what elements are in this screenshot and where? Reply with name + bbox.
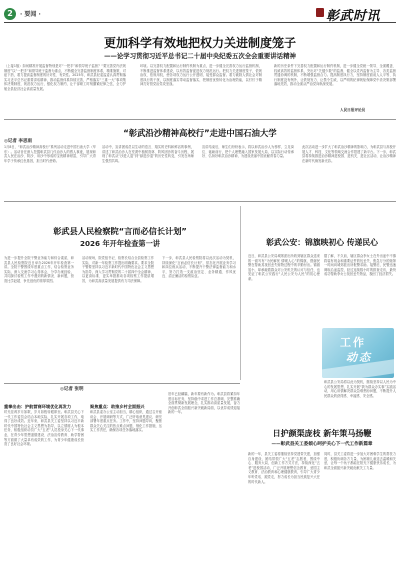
article6-title: 日护颜渠庞枝 新年策马扬鞭 — [272, 429, 372, 438]
article4-title: 彰武公安：锦旗映初心 传递民心 — [266, 238, 378, 247]
article5-section-head-1: 重拳出击：护航营商环境优化再发力 — [4, 404, 72, 409]
badge-line-2: 动态 — [346, 351, 372, 364]
article6-subtitle: ——彰武县关工委倾心呵护关心下一代工作新篇章 — [271, 442, 373, 447]
article2-byline: ◎记者 李思雨 — [4, 139, 32, 144]
article5-byline: ◎记者 张明 — [60, 387, 84, 392]
article2-col-3: 宣讲结束后，师生们纷纷表示，将以彰武治沙人为榜样，立足岗位、砥砺前行，把个人理想融入国家发展大局，以实际行动传承好、弘扬好彰武治沙精神，为建设美丽中国贡献青春力量。 — [202, 145, 294, 159]
article3-col-1: 为进一步提升全院干警业务能力和综合素质，彰武县人民检察院近日举办2026年开年检查第一讲。全院干警围绕年度重点工作，结合检察业务实际，深入交流学习心得体会，分享办案经验，共同探讨检察工作中遇到的新情况、新问题，营造比学赶超、争先创优的浓厚氛围。 — [4, 256, 74, 283]
page-number-badge: 2 — [4, 8, 16, 20]
article3-col-2: 活动现场，院党组书记、检察长结合全县检察工作实际，对新一年检察工作提出明确要求。要求全院干警要坚持以习近平新时代中国特色社会主义思想为指导，深入学习贯彻党的二十届四中全会精神，以更高标准、更实举措推动各项检察工作提质增效，为彰武高质量发展提供有力司法保障。 — [82, 256, 154, 283]
article2-col-1: 1月8日，“彰武治沙精神高校行”系列活动走进中国石油大学（华东）。活动旨在深入挖掘彰武县几代治沙人的感人事迹，展现彰武人民在治沙、防沙、用沙中形成的宝贵精神财富，引导广大青年学子传承红色基因，担当时代使命。 — [4, 145, 96, 163]
article5-col-2: 彰武县委办公室主动担当，精心组织，通过召开座谈会、开展调研等方式，广泛听取意见建议，研究部署年度重点任务。工作中，坚持问题导向，聚焦群众关心关注的热点难点问题，细化工作措施，压实工作责任，确保各项任务落地落实。 — [90, 410, 162, 433]
section-label: · 要闻 · — [20, 11, 41, 18]
mid-rule — [4, 383, 240, 384]
badge-line-1: 工作 — [340, 336, 366, 349]
lead-col-2: 环境。以完善权力配置和运行制约机制为重点，进一步健全完善权力运行监督机制，不断推进监督体系建设，以有效监督促进权力规范运行。把权力关进制度笼子，依规治权、依规用权，使各项权力运行公开透明，接受群众监督。着力破除人情社会对制度执行的干扰，以制度落实带动监督落实，把制度优势转化为治理效能，以钉钉子精神打好管党治党攻坚战。 — [140, 64, 262, 87]
article3-title-line-1: 彰武县人民检察院“言而必信长计划” — [53, 226, 187, 236]
article5-col-1: 时光荏苒岁月如歌，岁月如梭转眼即至。彰武县关心下一代工作委员会结合本地实际，扎实开展各项工作，取得了良好成效。近年来，彰武县关工委坚持以习近平新时代中国特色社会主义思想为指导，以立德树人为根本任务，积极组织动员广大“五老”人员投身关心下一代事业，在青少年思想道德建设、法治宣传教育、助学帮困等方面做了大量卓有成效的工作，为青少年健康成长营造了良好社会环境。 — [4, 410, 84, 447]
article6-col-1: 新的一年，县关工委将继续坚持党建带关建，加强自身建设，团结带领广大“五老”志愿者，围绕中心、服务大局，创新工作方式方法，持续深化“五老”进校园活动，广泛开展理想信念教育、爱国主义教育、法治教育和心理健康教育，引导广大青少年听党话、跟党走，努力成长为担当民族复兴大任的时代新人。 — [248, 452, 320, 484]
article5-col-3: 旧年已经翻篇，新年要有新作为。彰武县将紧扣年度目标任务，坚持稳中求进工作总基调，完整准确全面贯彻新发展理念，扎实推动高质量发展，奋力开创彰武全面振兴新突破新局面，以优异成绩迎接新的一年。 — [168, 392, 240, 415]
article2-title: “彰武沿沙精神高校行”走进中国石油大学 — [123, 128, 277, 138]
article6-col-2: 同时，县关工委将进一步加大对困难学生的帮扶力度，积极协调各方力量，为困境儿童送去温暖和关爱，让每一个孩子都能在阳光下健康快乐成长，为彰武全面振兴新突破贡献关工力量。 — [324, 452, 396, 470]
lead-subtitle: ——论学习贯彻习近平总书记二十届中央纪委五次全会重要讲话精神 — [104, 52, 296, 60]
lead-title: 更加科学有效地把权力关进制度笼子 — [103, 36, 296, 50]
article2-col-2: 活动中，宣讲团成员以生动的语言、翔实的史料和鲜活的事例，讲述了彰武治沙人在荒漠中植树造林、防风固沙的奋斗历程，展现了彰武从“沙进人退”到“绿进沙退”的历史性转变，引发在场师生强烈共鸣。 — [102, 145, 194, 163]
lead-col-1: （上接1版）如何精准开展监督特别是对“一把手”和领导班子监督？“要完善党内法规制度”以“一把手”和领导班子监督为重点，不断健全完善监督制度体系，精准施策，对症下药，着力提高监督制度的针对性、有效性。2025年，彰武县纪委监委认真贯彻落实习近平总书记重要讲话精神，推动监督体系持续完善，严格落实“三重一大”事项集体决策制度，规范权力运行，强化权力制约，让干部职工时刻绷紧纪律之弦，全力护航全县经济社会高质量发展。 — [4, 64, 126, 91]
article3-col-3: 下一步，彰武县人民检察院将以此次活动为契机，持续深化“言而必信长计划”，常态化开展业务学习和岗位练兵活动，不断提升干警法律监督能力和水平，努力打造一支政治坚定、业务精通、作风优良、清正廉洁的检察队伍。 — [162, 256, 236, 279]
article2-bottom-rule — [4, 201, 396, 202]
seal-icon — [316, 8, 324, 17]
lead-byline: 人民日报评论员 — [340, 108, 366, 112]
masthead: 彰武时讯 — [326, 9, 381, 24]
article4-col-2: 据了解，不久前，辖区群众李女士在外出途中不慎将装有现金和重要证件的包丢失，焦急万分的她第一时间向城郊派出所报警求助。接警后，民警迅速调取沿途监控，经过连续数小时的排查走访，最终成功帮助李女士找回丢失物品，挽回了经济损失。 — [324, 254, 396, 277]
lead-bottom-rule — [4, 119, 396, 120]
work-dynamics-badge — [322, 328, 394, 378]
header-rule — [4, 22, 396, 23]
column-divider — [240, 206, 241, 380]
article4-col-3: 彰武县公安局将以此为契机，继续坚持以人民为中心的发展思想，扎实开展“我为群众办实事”实践活动，用心用情解决群众急难愁盼问题，不断提升人民群众的获得感、幸福感、安全感。 — [324, 380, 396, 398]
article5-section-head-2: 聚焦重点：助推乡村全面振兴 — [90, 404, 145, 409]
article3-title-line-2: 2026 年开年检查第一讲 — [79, 239, 160, 248]
article4-col-1: 近日，彰武县公安局城郊派出所收到辖区群众送来的一面写有“为民解忧 情暖人心”的锦旗，感谢民警在帮助其找回丢失财物过程中的辛勤付出。锦旗虽小，却承载着群众对公安机关的认可与信任，也见证了彰武公安践行“人民公安为人民”的初心使命。 — [248, 254, 320, 281]
article2-col-4: 此次活动进一步扩大了彰武治沙精神的影响力，为彰武县与高校开展人才、科技、文化等领域交流合作搭建了新平台。下一步，彰武县将持续推进治沙精神进校园、进机关、进社区活动，让治沙精神在新时代焕发新光彩。 — [302, 145, 396, 163]
lead-col-3: 新的历史条件下完善权力配置和运行制约机制，进一步健全党统一领导、全面覆盖、权威高效的监督体系，突出对“关键少数”的监督，健全以党内监督为主导、各类监督贯通协调的机制，不断增强监督合力。提高制度执行力，坚持制度面前人人平等、执行制度没有例外，让铁规发力、让禁令生威，以严明的纪律规矩保障党中央决策部署落地见效，推动全面从严治党向纵深发展。 — [274, 64, 396, 87]
